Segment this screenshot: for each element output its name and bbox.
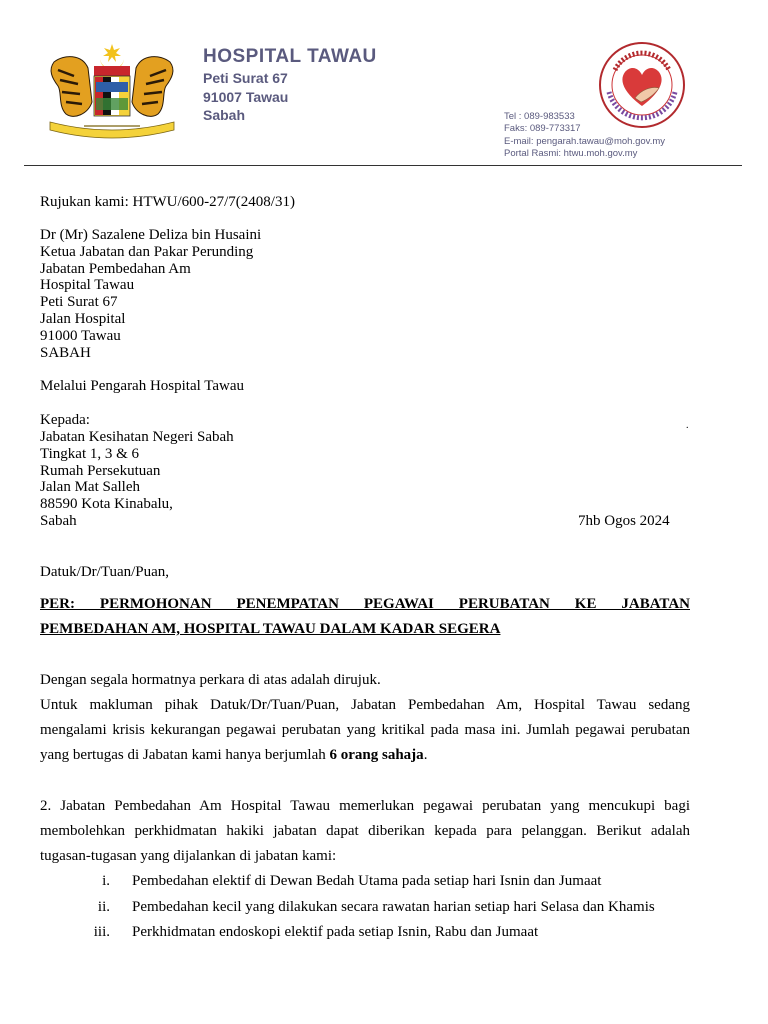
- to-line: 88590 Kota Kinabalu,: [40, 496, 173, 512]
- to-line: Rumah Persekutuan: [40, 463, 161, 479]
- duty-number: i.: [102, 873, 110, 889]
- to-label: Kepada:: [40, 412, 90, 428]
- to-line: Jabatan Kesihatan Negeri Sabah: [40, 429, 234, 445]
- letter-date: 7hb Ogos 2024: [578, 513, 670, 529]
- paragraph-1-period: .: [423, 747, 428, 763]
- contact-fax: Faks: 089-773317: [504, 123, 581, 134]
- address-line-1: Peti Surat 67: [203, 70, 288, 86]
- duty-number: iii.: [93, 924, 110, 940]
- address-line-3: Sabah: [203, 107, 246, 123]
- duty-item: Pembedahan kecil yang dilakukan secara rawatan harian setiap hari Selasa dan Khamis: [132, 899, 655, 915]
- paragraph-2-line: membolehkan perkhidmatan hakiki jabatan dapat diberikan kepada para pelanggan. Berikut adalah: [40, 823, 690, 839]
- paragraph-2-line: tugasan-tugasan yang dijalankan di jabatan kami:: [40, 848, 337, 864]
- ministry-of-health-logo: [597, 40, 687, 130]
- recipient-line: Dr (Mr) Sazalene Deliza bin Husaini: [40, 227, 262, 243]
- emphasis-staff-count: 6 orang sahaja: [329, 747, 424, 763]
- contact-phone: Tel : 089-983533: [504, 111, 575, 122]
- recipient-line: 91000 Tawau: [40, 328, 121, 344]
- stray-mark: .: [686, 420, 689, 431]
- paragraph-1-text: yang bertugas di Jabatan kami hanya berjumlah: [40, 747, 330, 763]
- reference-number: Rujukan kami: HTWU/600-27/7(2408/31): [40, 194, 295, 210]
- recipient-line: Jalan Hospital: [40, 311, 126, 327]
- paragraph-1-line: [40, 743, 690, 768]
- to-line: Sabah: [40, 513, 77, 529]
- contact-portal: Portal Rasmi: htwu.moh.gov.my: [504, 148, 638, 159]
- header-divider: [24, 165, 742, 166]
- duty-item: Pembedahan elektif di Dewan Bedah Utama pada setiap hari Isnin dan Jumaat: [132, 873, 602, 889]
- subject-heading: [40, 592, 690, 642]
- recipient-line: Peti Surat 67: [40, 294, 118, 310]
- recipient-line: SABAH: [40, 345, 91, 361]
- paragraph-1-line: Untuk makluman pihak Datuk/Dr/Tuan/Puan, Jabatan Pembedahan Am, Hospital Tawau sedang: [40, 697, 690, 713]
- duty-number: ii.: [97, 899, 110, 915]
- paragraph-2: [40, 794, 690, 869]
- via-line: Melalui Pengarah Hospital Tawau: [40, 378, 245, 394]
- paragraph-1: [40, 668, 690, 768]
- recipient-line: Ketua Jabatan dan Pakar Perunding: [40, 244, 254, 260]
- recipient-line: Hospital Tawau: [40, 277, 135, 293]
- paragraph-1-line: mengalami krisis kekurangan pegawai perubatan yang kritikal pada masa ini. Jumlah pegawai perubatan: [40, 722, 690, 738]
- recipient-line: Jabatan Pembedahan Am: [40, 261, 191, 277]
- contact-email: E-mail: pengarah.tawau@moh.gov.my: [504, 136, 666, 147]
- hospital-name: HOSPITAL TAWAU: [203, 46, 377, 67]
- salutation: Datuk/Dr/Tuan/Puan,: [40, 564, 170, 580]
- to-line: Jalan Mat Salleh: [40, 479, 140, 495]
- subject-line-2: PEMBEDAHAN AM, HOSPITAL TAWAU DALAM KADAR SEGERA: [40, 621, 501, 637]
- malaysia-coat-of-arms-logo: [44, 42, 180, 140]
- subject-line-1: PER: PERMOHONAN PENEMPATAN PEGAWAI PERUBATAN KE JABATAN: [40, 596, 690, 612]
- duty-item: Perkhidmatan endoskopi elektif pada setiap Isnin, Rabu dan Jumaat: [132, 924, 539, 940]
- address-line-2: 91007 Tawau: [203, 89, 289, 105]
- to-line: Tingkat 1, 3 & 6: [40, 446, 140, 462]
- paragraph-1-line: Dengan segala hormatnya perkara di atas adalah dirujuk.: [40, 672, 381, 688]
- paragraph-2-line: 2. Jabatan Pembedahan Am Hospital Tawau memerlukan pegawai perubatan yang mencukupi bagi: [40, 798, 690, 814]
